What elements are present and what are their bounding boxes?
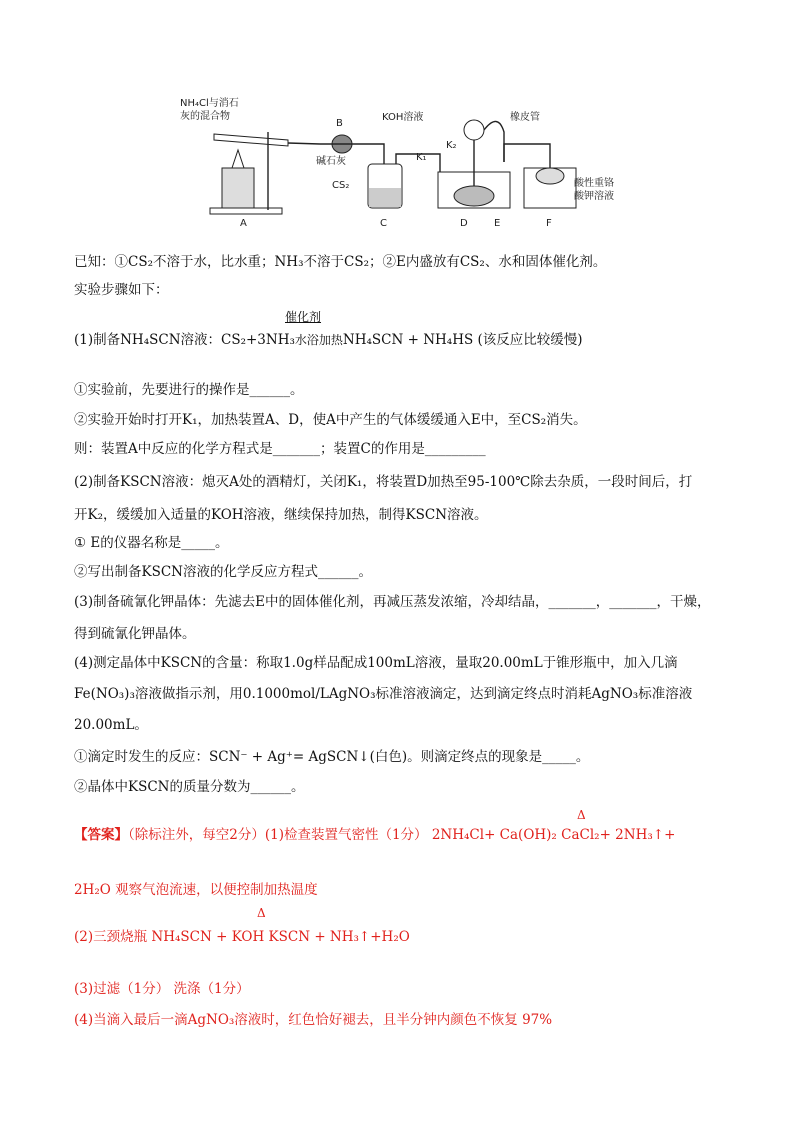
q1-part2: ②实验开始时打开K₁，加热装置A、D，使A中产生的气体缓缓通入E中，至CS₂消失。 [74, 412, 587, 428]
answer-part3: (3)过滤（1分） 洗涤（1分） [74, 981, 250, 997]
label-e: E [494, 218, 501, 228]
apparatus-diagram [170, 92, 640, 228]
answer-part4: (4)当滴入最后一滴AgNO₃溶液时，红色恰好褪去，且半分钟内颜色不恢复 97% [74, 1012, 553, 1028]
label-cs2: CS₂ [332, 180, 350, 191]
q3-line2: 得到硫氰化钾晶体。 [74, 626, 196, 642]
label-acid: 酸性重铬 [574, 178, 614, 189]
label-soda-lime: 碱石灰 [316, 156, 346, 167]
known-conditions: 已知：①CS₂不溶于水，比水重；NH₃不溶于CS₂；②E内盛放有CS₂、水和固体催化剂。 [74, 254, 607, 270]
stand-base [210, 208, 282, 214]
label-koh: KOH溶液 [382, 112, 424, 123]
flask-e [454, 186, 494, 206]
flame [232, 150, 244, 168]
q1-part3: 则：装置A中反应的化学方程式是_______；装置C的作用是_________ [74, 441, 486, 457]
label-f: F [546, 218, 552, 228]
q4-line3: 20.00mL。 [74, 717, 148, 733]
label-c: C [380, 218, 387, 228]
q4-part1: ①滴定时发生的反应：SCN⁻ + Ag⁺= AgSCN↓(白色)。则滴定终点的现象是_____。 [74, 749, 590, 765]
label-a: A [240, 218, 247, 228]
test-tube [214, 134, 288, 146]
q1-equation [74, 331, 583, 349]
label-d: D [460, 218, 468, 228]
label-acid2: 酸钾溶液 [574, 191, 614, 202]
q3-line1: (3)制备硫氰化钾晶体：先滤去E中的固体催化剂，再减压蒸发浓缩，冷却结晶，_______，_______，干燥， [74, 594, 711, 610]
steps-heading: 实验步骤如下： [74, 282, 169, 298]
label-rubber-tube: 橡皮管 [510, 112, 540, 123]
q4-line1: (4)测定晶体中KSCN的含量：称取1.0g样品配成100mL溶液，量取20.00mL于锥形瓶中，加入几滴 [74, 655, 678, 671]
q1-part1: ①实验前，先要进行的操作是______。 [74, 382, 304, 398]
dropping-funnel [464, 120, 484, 140]
q2-part2: ②写出制备KSCN溶液的化学反应方程式______。 [74, 564, 372, 580]
q1-products: NH₄SCN + NH₄HS (该反应比较缓慢) [342, 332, 583, 348]
lamp-block [222, 168, 254, 208]
heat-symbol-1: Δ [577, 808, 586, 822]
answer-part1: （除标注外，每空2分）(1)检查装置气密性（1分） 2NH₄Cl+ Ca(OH)₂ CaCl₂+ 2NH₃↑+ [128, 827, 676, 843]
q4-line2: Fe(NO₃)₃溶液做指示剂，用0.1000mol/LAgNO₃标准溶液滴定，达到滴定终点时消耗AgNO₃标准溶液 [74, 686, 693, 702]
label-k2: K₂ [446, 140, 457, 151]
label-k1: K₁ [416, 152, 427, 163]
condition-catalyst: 催化剂 [285, 310, 322, 324]
q1-reactants: (1)制备NH₄SCN溶液：CS₂+3NH₃ [74, 332, 295, 348]
heat-symbol-2: Δ [257, 906, 266, 920]
rubber-tube [484, 121, 504, 162]
q2-part1: ① E的仪器名称是_____。 [74, 535, 229, 551]
label-mix: NH₄Cl与消石 [180, 98, 239, 109]
answer-line2: 2H₂O 观察气泡流速，以便控制加热温度 [74, 882, 318, 898]
answer-line1 [74, 826, 675, 844]
q4-part2: ②晶体中KSCN的质量分数为______。 [74, 779, 305, 795]
condition-water-bath: 水浴加热 [294, 333, 343, 347]
q2-line2: 开K₂，缓缓加入适量的KOH溶液，继续保持加热，制得KSCN溶液。 [74, 507, 488, 523]
answer-tag: 【答案】 [74, 827, 128, 843]
label-mix2: 灰的混合物 [180, 111, 230, 122]
q2-line1: (2)制备KSCN溶液：熄灭A处的酒精灯，关闭K₁，将装置D加热至95-100℃除去杂质，一段时间后，打 [74, 474, 693, 490]
answer-part2: (2)三颈烧瓶 NH₄SCN + KOH KSCN + NH₃↑+H₂O [74, 929, 410, 945]
label-b: B [336, 118, 343, 129]
